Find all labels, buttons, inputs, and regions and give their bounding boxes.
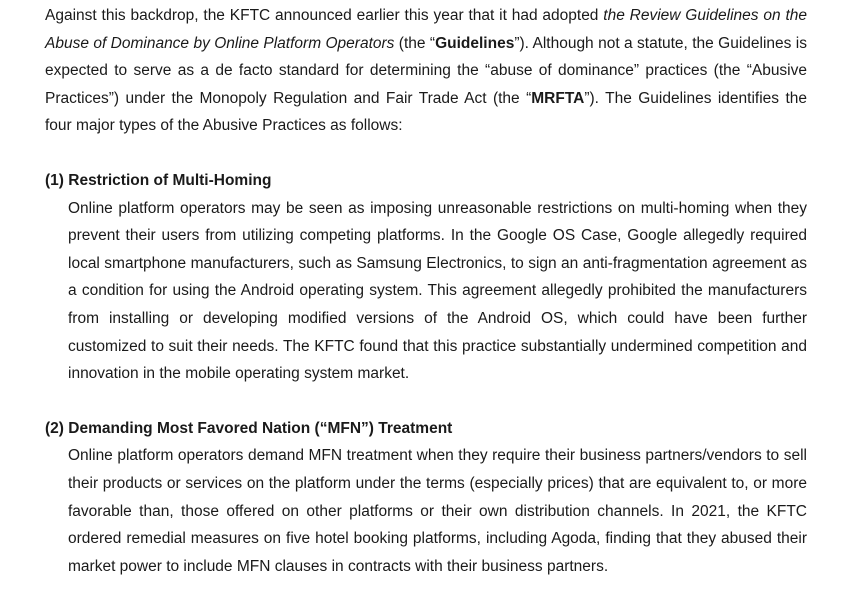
intro-text-1: Against this backdrop, the KFTC announced earlier this year that it had adopted — [45, 7, 604, 24]
document-page — [45, 2, 807, 580]
intro-paragraph — [45, 2, 807, 140]
section-body-text: Online platform operators may be seen as imposing unreasonable restrictions on multi-homing when they prevent their users from utilizing competing platforms. In the Google OS Case, Google allegedly required local smartphone manufacturers, such as Samsung Electronics, to sign an anti-fragmentation agreement as a condition for using the Android operating system. This agreement allegedly prohibited the manufacturers from installing or developing modified versions of the Android OS, which could have been further customized to suit their needs. The KFTC found that this practice substantially undermined competition and innovation in the mobile operating system market. — [68, 199, 807, 383]
section-heading: (2) Demanding Most Favored Nation (“MFN”) Treatment — [45, 419, 453, 437]
intro-text-4: ”). The Guidelines identifies the four major types of the Abusive Practices as follows: — [45, 89, 807, 135]
guidelines-title: the Review Guidelines on the Abuse of Dominance by Online Platform Operators — [45, 7, 807, 52]
section-mfn-treatment — [45, 415, 807, 581]
intro-text-2: (the “ — [394, 34, 436, 52]
intro-text-3: ”). Although not a statute, the Guidelines is expected to serve as a de facto standard for determining the “abuse of dominance” practices (the “Abusive Practices”) under the Monopoly Regulation and Fair Trade Act (the “ — [45, 34, 808, 107]
section-multi-homing — [45, 167, 807, 388]
mrfta-term: MRFTA — [531, 89, 585, 107]
section-body-text: Online platform operators demand MFN treatment when they require their business partners/vendors to sell their products or services on the platform under the terms (especially prices) that are equivalent to, or more favorable than, those offered on other platforms or their own distribution channels. In 2021, the KFTC ordered remedial measures on five hotel booking platforms, including Agoda, finding that they abused their market power to include MFN clauses in contracts with their business partners. — [68, 447, 807, 575]
guidelines-term: Guidelines — [435, 34, 515, 52]
section-heading: (1) Restriction of Multi-Homing — [45, 171, 272, 189]
